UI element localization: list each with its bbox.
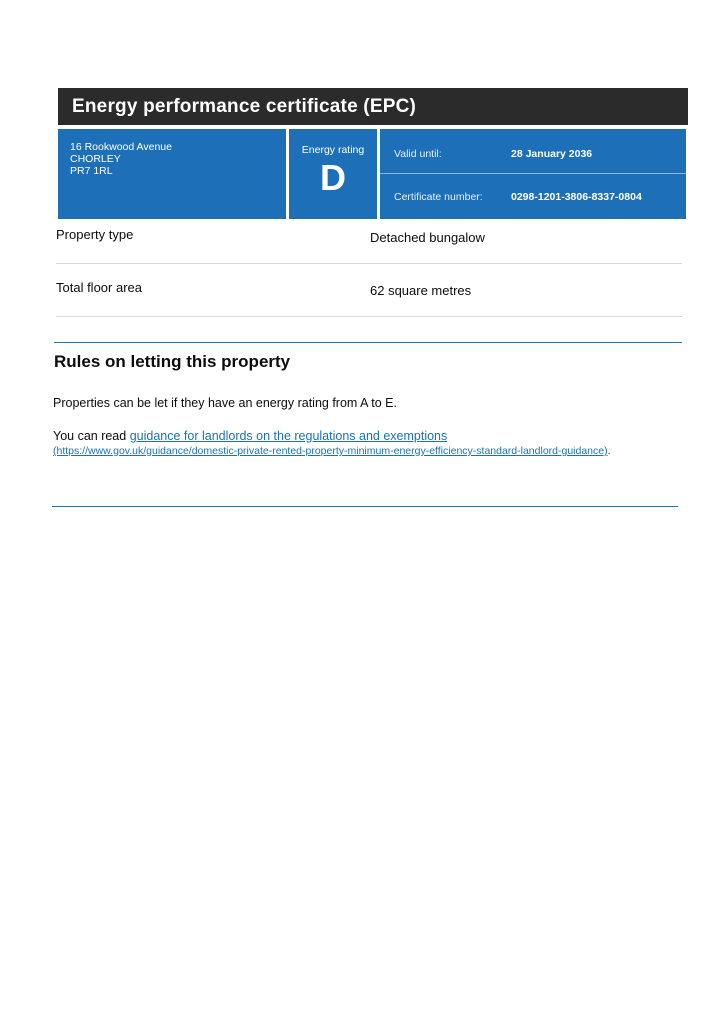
section-divider-bottom — [52, 506, 678, 507]
valid-until-row — [380, 129, 686, 174]
energy-rating-label: Energy rating — [301, 144, 365, 156]
address-panel — [58, 129, 286, 219]
address-line-2: CHORLEY — [70, 153, 121, 165]
guidance-link-url-text: (https://www.gov.uk/guidance/domestic-private-rented-property-minimum-energy-efficiency-standard-landlord-guidance) — [53, 445, 608, 457]
energy-rating-panel — [289, 129, 377, 219]
guidance-paragraph — [53, 429, 653, 458]
guidance-suffix: . — [607, 445, 611, 457]
address-postcode: PR7 1RL — [70, 165, 113, 177]
address-line-1: 16 Rookwood Avenue — [70, 141, 172, 153]
property-type-row — [56, 225, 682, 264]
guidance-prefix: You can read — [53, 429, 130, 443]
valid-until-label: Valid until: — [394, 148, 442, 160]
certificate-number-value: 0298-1201-3806-8337-0804 — [511, 191, 642, 203]
property-type-value: Detached bungalow — [370, 230, 485, 245]
guidance-link[interactable]: guidance for landlords on the regulations and exemptions — [129, 429, 448, 443]
page-title: Energy performance certificate (EPC) — [58, 88, 688, 125]
floor-area-value: 62 square metres — [370, 283, 472, 298]
certificate-number-row — [380, 174, 686, 219]
section-divider-top — [54, 342, 682, 343]
valid-until-value: 28 January 2036 — [511, 148, 593, 160]
energy-rating-value: D — [320, 157, 346, 198]
property-type-label: Property type — [56, 227, 134, 242]
floor-area-row — [56, 278, 682, 317]
floor-area-label: Total floor area — [56, 280, 142, 295]
rules-heading: Rules on letting this property — [54, 352, 291, 371]
certificate-number-label: Certificate number: — [394, 191, 483, 203]
certificate-info-panel — [380, 129, 686, 219]
guidance-link-url[interactable] — [53, 444, 643, 458]
rules-paragraph: Properties can be let if they have an energy rating from A to E. — [53, 396, 397, 410]
